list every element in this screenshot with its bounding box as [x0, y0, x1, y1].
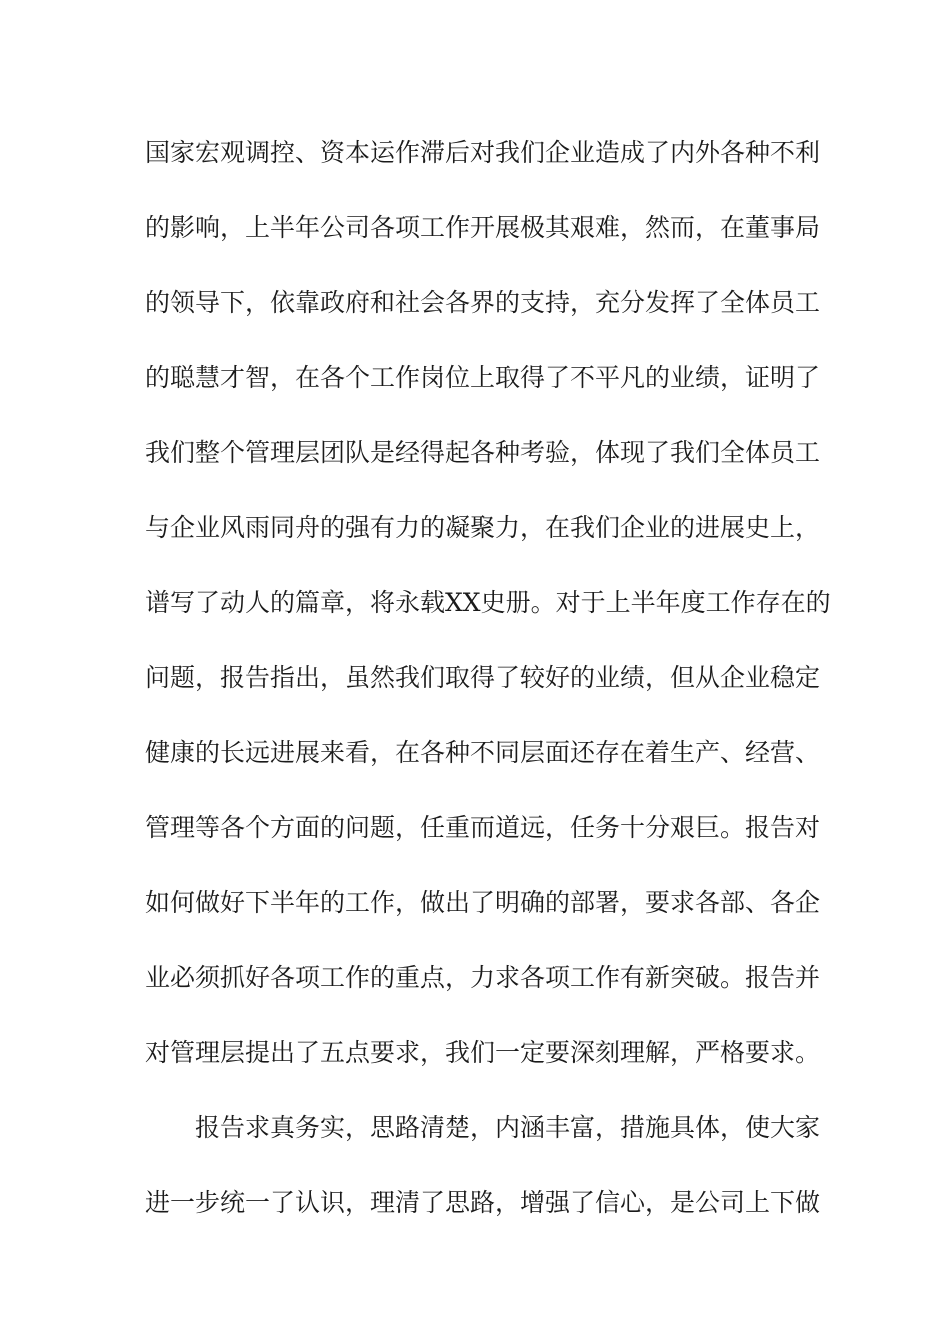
text-line: 我们整个管理层团队是经得起各种考验，体现了我们全体员工	[145, 438, 821, 467]
text-line: 国家宏观调控、资本运作滞后对我们企业造成了内外各种不利	[145, 138, 821, 167]
text-line: 管理等各个方面的问题，任重而道远，任务十分艰巨。报告对	[145, 813, 821, 842]
text-line: 的影响，上半年公司各项工作开展极其艰难，然而，在董事局	[145, 213, 821, 242]
text-line: 业必须抓好各项工作的重点，力求各项工作有新突破。报告并	[145, 963, 821, 992]
text-line: 如何做好下半年的工作，做出了明确的部署，要求各部、各企	[145, 888, 821, 917]
paragraph-end-line: 对管理层提出了五点要求，我们一定要深刻理解，严格要求。	[145, 1038, 821, 1067]
text-line: 的领导下，依靠政府和社会各界的支持，充分发挥了全体员工	[145, 288, 821, 317]
paragraph-start-line: 报告求真务实，思路清楚，内涵丰富，措施具体，使大家	[195, 1113, 821, 1142]
body-text	[145, 128, 831, 1253]
text-line: 谱写了动人的篇章，将永载XX史册。对于上半年度工作存在的	[145, 588, 831, 617]
text-line: 的聪慧才智，在各个工作岗位上取得了不平凡的业绩，证明了	[145, 363, 821, 392]
text-line: 问题，报告指出，虽然我们取得了较好的业绩，但从企业稳定	[145, 663, 821, 692]
text-line: 进一步统一了认识，理清了思路，增强了信心，是公司上下做	[145, 1188, 821, 1217]
text-line: 与企业风雨同舟的强有力的凝聚力，在我们企业的进展史上，	[145, 513, 821, 542]
text-line: 健康的长远进展来看，在各种不同层面还存在着生产、经营、	[145, 738, 821, 767]
